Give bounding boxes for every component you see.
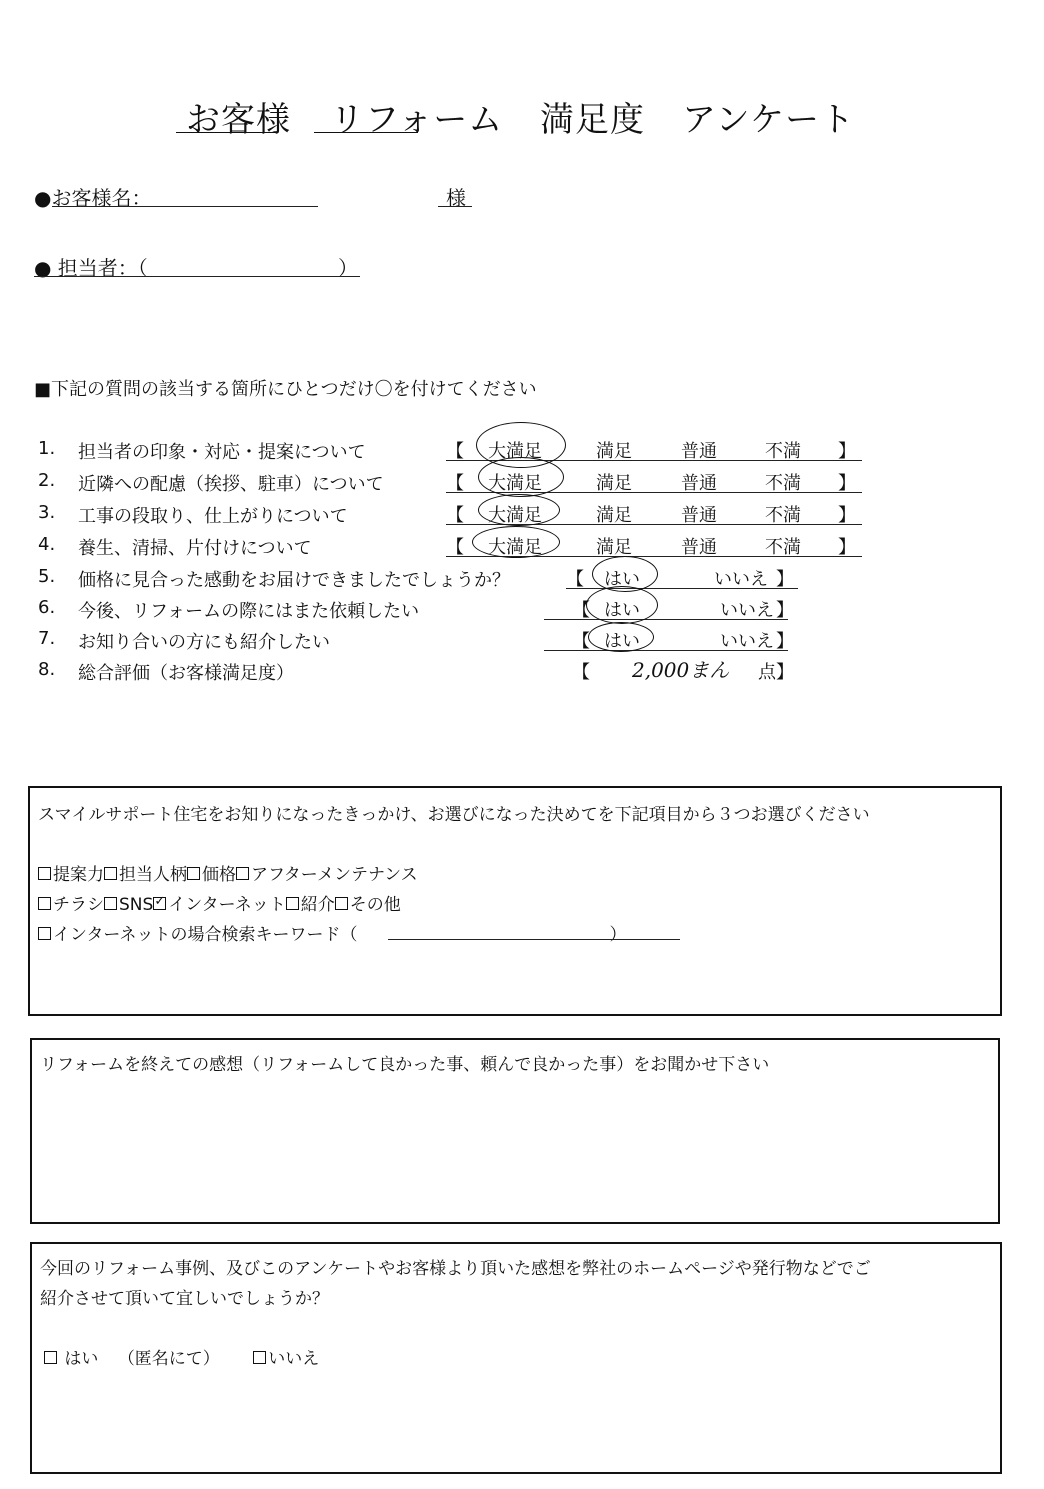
question-1-number: 1. [38, 438, 56, 459]
question-1-bracket-close: 】 [838, 441, 856, 462]
option-price-label: 価格 [202, 865, 236, 885]
permission-box [30, 1242, 1002, 1474]
question-6-bracket-open: 【 [572, 600, 590, 621]
question-3-option-dissatisfied[interactable]: 不満 [765, 505, 801, 526]
permission-question-line-2: 紹介させて頂いて宜しいでしょうか？ [40, 1289, 329, 1309]
question-4-number: 4. [38, 534, 56, 555]
discovery-reason-box [28, 786, 1002, 1016]
page-title [186, 92, 291, 141]
permission-options [44, 1344, 319, 1369]
staff-close: ） [338, 256, 358, 280]
question-7-bracket-open: 【 [572, 631, 590, 652]
question-4-option-normal[interactable]: 普通 [681, 537, 717, 558]
question-1-text: 担当者の印象・対応・提案について [78, 442, 366, 463]
question-5-option-no[interactable]: いいえ [714, 569, 768, 590]
question-7-option-yes[interactable]: はい [604, 631, 640, 652]
question-6-option-yes[interactable]: はい [604, 600, 640, 621]
keyword-row [38, 920, 626, 945]
checkbox-sns[interactable] [104, 897, 117, 910]
question-5-option-yes[interactable]: はい [604, 569, 640, 590]
question-3-bracket-open: 【 [446, 505, 464, 526]
question-6-underline [544, 619, 788, 620]
discovery-options-row-2 [38, 890, 401, 915]
checkbox-other[interactable] [335, 897, 348, 910]
title-part-survey: アンケート [682, 100, 855, 140]
option-flyer-label: チラシ [53, 895, 104, 915]
question-6-option-no[interactable]: いいえ [720, 600, 774, 621]
checkbox-after-maintenance[interactable] [236, 867, 249, 880]
permission-anonymous-label: （匿名にて） [117, 1349, 220, 1369]
checkbox-price[interactable] [187, 867, 200, 880]
question-8-bracket-open: 【 [572, 662, 590, 683]
question-5-bracket-close: 】 [776, 569, 794, 590]
customer-label-underline [52, 206, 152, 207]
question-2-number: 2. [38, 470, 56, 491]
discovery-options-row-1 [38, 860, 418, 885]
question-1-option-dissatisfied[interactable]: 不満 [765, 441, 801, 462]
question-3-number: 3. [38, 502, 56, 523]
question-2-selection-circle [478, 457, 564, 497]
checkbox-referral[interactable] [286, 897, 299, 910]
question-4-option-dissatisfied[interactable]: 不満 [765, 537, 801, 558]
question-7-underline [544, 650, 788, 651]
permission-question-line-1: 今回のリフォーム事例、及びこのアンケートやお客様より頂いた感想を弊社のホームページや発行物などでご [40, 1259, 871, 1279]
checkbox-internet-keyword[interactable] [38, 927, 51, 940]
question-3-text: 工事の段取り、仕上がりについて [78, 506, 348, 527]
staff-label: ● 担当者：（ [34, 256, 148, 280]
question-6-bracket-close: 】 [776, 600, 794, 621]
question-5-number: 5. [38, 566, 56, 587]
question-1-option-satisfied[interactable]: 満足 [596, 441, 632, 462]
option-other-label: その他 [349, 895, 401, 915]
impressions-box[interactable] [30, 1038, 1000, 1224]
title-underline-2 [314, 132, 418, 133]
keyword-underline [388, 939, 680, 940]
question-7-number: 7. [38, 628, 56, 649]
keyword-close-paren: ） [609, 925, 627, 945]
question-5-bracket-open: 【 [566, 569, 584, 590]
impressions-heading: リフォームを終えての感想（リフォームして良かった事、頼んで良かった事）をお聞かせ下さい [40, 1055, 770, 1075]
keyword-label: インターネットの場合検索キーワード [53, 925, 341, 945]
question-4-text: 養生、清掃、片付けについて [78, 538, 312, 559]
checkbox-internet-checked[interactable]: ✓ [154, 893, 166, 909]
title-part-reform: リフォーム [330, 100, 504, 140]
checkbox-permission-no[interactable] [253, 1351, 266, 1364]
question-1-option-very-satisfied[interactable]: 大満足 [488, 441, 542, 462]
question-2-bracket-open: 【 [446, 473, 464, 494]
option-staff-personality-label: 担当人柄 [119, 865, 187, 885]
question-8-text: 総合評価（お客様満足度） [78, 663, 294, 684]
question-1-option-normal[interactable]: 普通 [681, 441, 717, 462]
question-7-text: お知り合いの方にも紹介したい [78, 632, 330, 653]
question-2-option-very-satisfied[interactable]: 大満足 [488, 473, 542, 494]
question-3-bracket-close: 】 [838, 505, 856, 526]
question-3-option-satisfied[interactable]: 満足 [596, 505, 632, 526]
question-8-score-unit: 点 [758, 662, 776, 683]
question-6-text: 今後、リフォームの際にはまた依頼したい [78, 601, 420, 622]
question-4-option-satisfied[interactable]: 満足 [596, 537, 632, 558]
customer-name-field[interactable] [150, 206, 318, 207]
checkbox-proposal[interactable] [38, 867, 51, 880]
checkbox-flyer[interactable] [38, 897, 51, 910]
option-internet-label: インターネット [168, 895, 286, 915]
customer-name-suffix: 様 [446, 186, 466, 210]
permission-yes-label: はい [64, 1349, 99, 1369]
question-1-bracket-open: 【 [446, 441, 464, 462]
question-3-selection-circle [478, 494, 560, 526]
instruction-text: ■下記の質問の該当する箇所にひとつだけ〇を付けてください [34, 379, 537, 400]
question-2-bracket-close: 】 [838, 473, 856, 494]
question-3-option-normal[interactable]: 普通 [681, 505, 717, 526]
question-3-option-very-satisfied[interactable]: 大満足 [488, 505, 542, 526]
customer-name-label: ●お客様名： [34, 186, 152, 210]
option-proposal-label: 提案力 [53, 865, 104, 885]
permission-no-label: いいえ [268, 1349, 320, 1369]
question-2-text: 近隣への配慮（挨拶、駐車）について [78, 474, 384, 495]
question-8-number: 8. [38, 659, 56, 680]
question-8-bracket-close: 】 [776, 662, 794, 683]
option-sns-label: SNS [119, 895, 154, 915]
title-part-satisfaction: 満足度 [540, 100, 645, 140]
title-underline-1 [176, 132, 278, 133]
discovery-reason-heading: スマイルサポート住宅をお知りになったきっかけ、お選びになった決めてを下記項目から３つお選びください [38, 805, 870, 825]
question-5-text: 価格に見合った感動をお届けできましたでしょうか？ [78, 570, 510, 591]
checkbox-staff-personality[interactable] [104, 867, 117, 880]
question-6-number: 6. [38, 597, 56, 618]
question-4-bracket-open: 【 [446, 537, 464, 558]
question-2-option-satisfied[interactable]: 満足 [596, 473, 632, 494]
question-7-option-no[interactable]: いいえ [720, 631, 774, 652]
title-part-customer: お客様 [186, 100, 291, 140]
question-2-option-normal[interactable]: 普通 [681, 473, 717, 494]
question-4-bracket-close: 】 [838, 537, 856, 558]
question-6-selection-circle [586, 586, 658, 624]
question-7-bracket-close: 】 [776, 631, 794, 652]
question-4-selection-circle [472, 526, 560, 558]
option-after-maintenance-label: アフターメンテナンス [251, 865, 418, 885]
question-2-option-dissatisfied[interactable]: 不満 [765, 473, 801, 494]
keyword-open-paren: （ [340, 925, 358, 945]
question-4-option-very-satisfied[interactable]: 大満足 [488, 537, 542, 558]
checkbox-permission-yes[interactable] [44, 1351, 57, 1364]
question-7-selection-circle [588, 622, 654, 652]
option-referral-label: 紹介 [300, 895, 335, 915]
customer-suffix-underline [438, 206, 472, 207]
staff-field-underline[interactable] [34, 276, 360, 277]
question-8-score-handwritten[interactable]: 2,000まん [632, 658, 730, 682]
